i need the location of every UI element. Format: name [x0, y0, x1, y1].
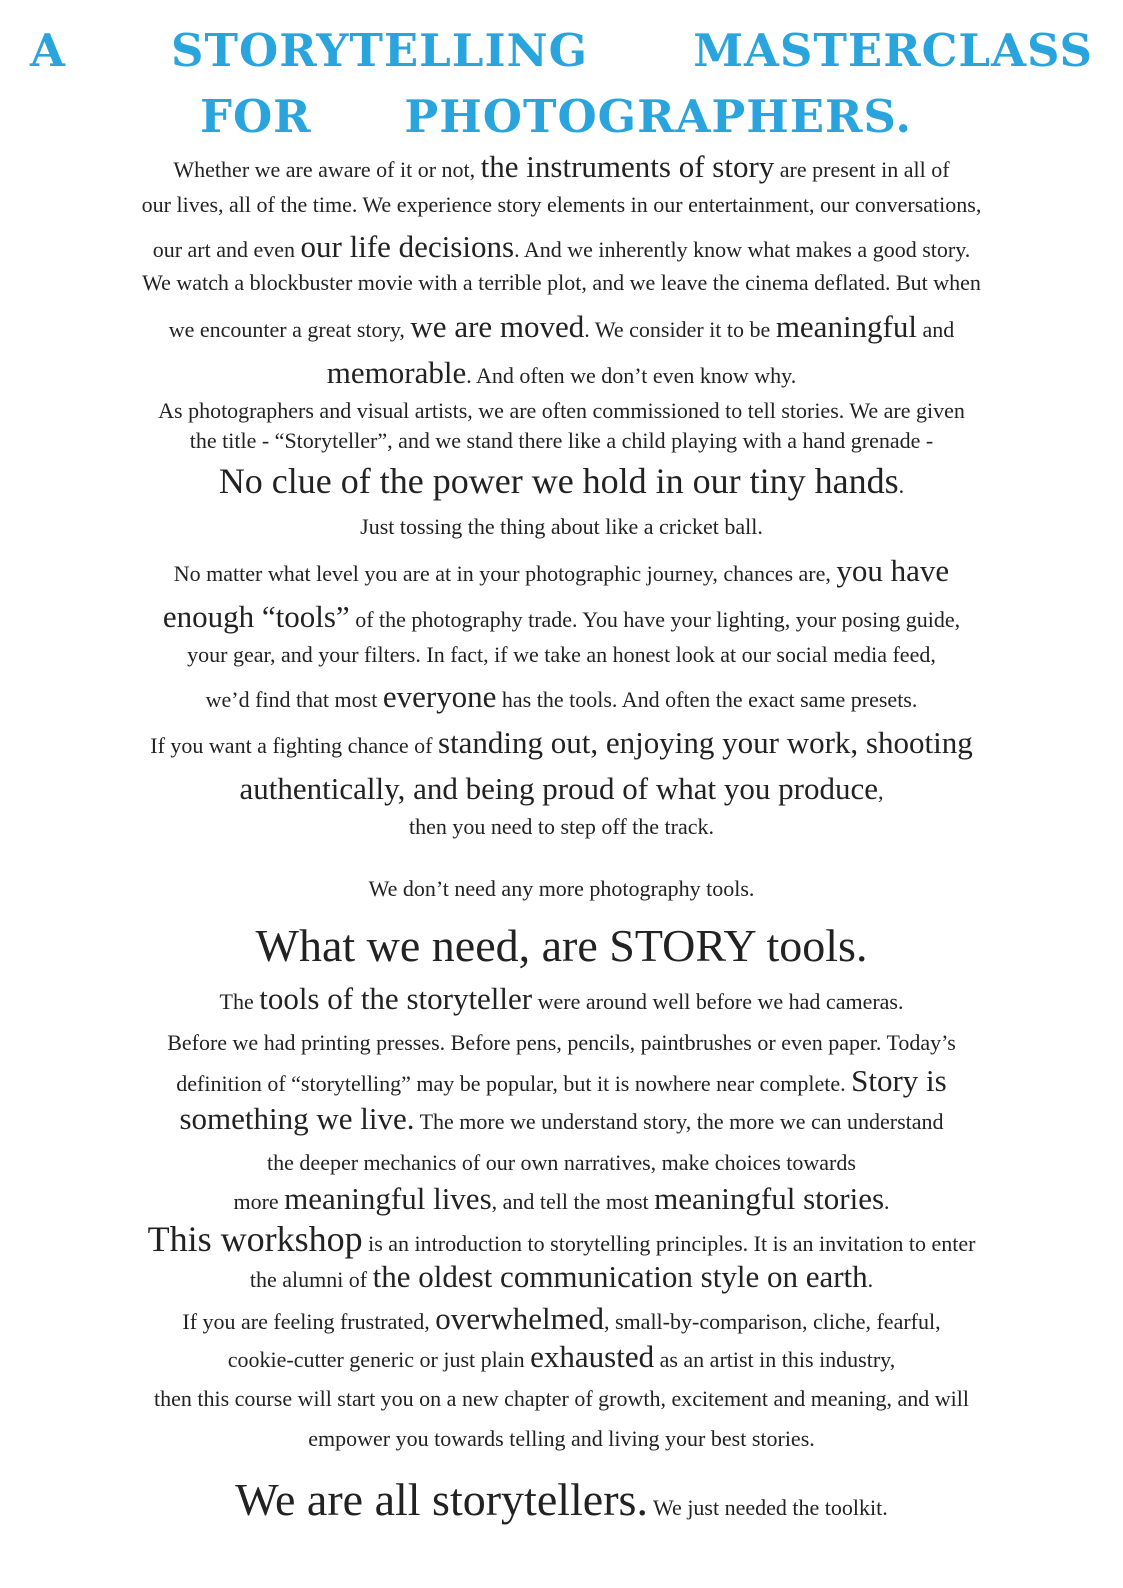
text-run: .: [898, 473, 905, 498]
body-line-26: [20, 1219, 1103, 1259]
body-line-3: [20, 229, 1103, 265]
text-run: are present in all of: [774, 157, 950, 182]
text-run: .: [867, 1267, 874, 1292]
text-run: The: [219, 989, 260, 1014]
text-run: As photographers and visual artists, we are often commissioned to tell stories. We are given: [158, 398, 965, 423]
body-line-25: [20, 1181, 1103, 1217]
emphasis-run: you have: [836, 553, 950, 588]
body-line-14: [20, 679, 1103, 715]
text-run: more: [233, 1189, 285, 1214]
body-line-17: [20, 812, 1103, 842]
body-line-2: [20, 190, 1103, 220]
body-line-13: [20, 640, 1103, 670]
text-run: We watch a blockbuster movie with a terrible plot, and we leave the cinema deflated. But when: [142, 270, 981, 295]
body-line-24: [20, 1148, 1103, 1178]
text-run: If you want a fighting chance of: [150, 733, 438, 758]
text-run: the alumni of: [249, 1267, 373, 1292]
text-run: is an introduction to storytelling principles. It is an invitation to enter: [362, 1231, 976, 1256]
text-run: The more we understand story, the more we can understand: [414, 1109, 944, 1134]
text-run: as an artist in this industry,: [654, 1347, 896, 1372]
emphasis-run: memorable: [326, 355, 467, 390]
text-run: empower you towards telling and living your best stories.: [308, 1426, 815, 1451]
body-line-20: [20, 981, 1103, 1017]
emphasis-run: standing out, enjoying your work, shooting: [438, 725, 973, 760]
text-run: and: [917, 317, 955, 342]
body-line-16: [20, 771, 1103, 807]
text-run: our art and even: [152, 237, 301, 262]
text-run: No matter what level you are at in your photographic journey, chances are,: [173, 561, 837, 586]
text-run: your gear, and your filters. In fact, if we take an honest look at our social media feed,: [187, 642, 936, 667]
text-run: the deeper mechanics of our own narratives, make choices towards: [267, 1150, 856, 1175]
text-run: , small-by-comparison, cliche, fearful,: [604, 1309, 941, 1334]
text-run: Before we had printing presses. Before pens, pencils, paintbrushes or even paper. Today’s: [167, 1030, 956, 1055]
body-line-6: [20, 355, 1103, 391]
text-run: .: [884, 1189, 890, 1214]
text-run: We just needed the toolkit.: [647, 1495, 888, 1520]
emphasis-run: exhausted: [530, 1339, 655, 1374]
text-run: If you are feeling frustrated,: [182, 1309, 436, 1334]
text-run: our lives, all of the time. We experience story elements in our entertainment, our conversations,: [141, 192, 982, 217]
body-line-19: [20, 918, 1103, 982]
emphasis-run: authentically, and being proud of what you produce: [239, 771, 878, 806]
text-run: the title - “Storyteller”, and we stand there like a child playing with a hand grenade -: [189, 428, 934, 453]
text-run: definition of “storytelling” may be popular, but it is nowhere near complete.: [176, 1071, 852, 1096]
emphasis-run: the instruments of story: [480, 149, 775, 184]
body-line-15: [20, 725, 1103, 761]
body-line-31: [20, 1424, 1103, 1454]
emphasis-run: meaningful: [775, 309, 917, 344]
text-run: . And often we don’t even know why.: [466, 363, 797, 388]
body-line-5: [20, 309, 1103, 345]
body-line-11: [20, 553, 1103, 589]
body-line-23: [20, 1101, 1103, 1137]
text-run: we’d find that most: [205, 687, 383, 712]
text-run: , and tell the most: [491, 1189, 655, 1214]
body-line-22: [20, 1063, 1103, 1099]
body-line-1: [20, 149, 1103, 185]
emphasis-run: we are moved: [410, 309, 585, 344]
body-line-28: [20, 1301, 1103, 1337]
body-line-9: [20, 461, 1103, 501]
headline-line-2: FOR PHOTOGRAPHERS.: [200, 90, 912, 143]
text-run: Just tossing the thing about like a cricket ball.: [360, 514, 763, 539]
body-line-4: [20, 268, 1103, 298]
text-run: ,: [877, 779, 884, 804]
text-run: cookie-cutter generic or just plain: [227, 1347, 531, 1372]
text-run: has the tools. And often the exact same presets.: [496, 687, 918, 712]
emphasis-run: the oldest communication style on earth: [372, 1259, 868, 1294]
emphasis-run: Story is: [851, 1063, 947, 1098]
text-run: then this course will start you on a new chapter of growth, excitement and meaning, and will: [154, 1386, 969, 1411]
body-line-10: [20, 512, 1103, 542]
body-line-29: [20, 1339, 1103, 1375]
headline-run: We are all storytellers.: [235, 1474, 648, 1525]
text-run: we encounter a great story,: [168, 317, 411, 342]
text-run: We don’t need any more photography tools.: [368, 876, 755, 901]
body-line-32: [20, 1472, 1103, 1536]
emphasis-run: No clue of the power we hold in our tiny hands: [218, 461, 899, 501]
emphasis-run: something we live.: [179, 1101, 415, 1136]
emphasis-run: our life decisions: [300, 229, 515, 264]
emphasis-run: enough “tools”: [162, 599, 350, 634]
emphasis-run: meaningful stories: [654, 1181, 885, 1216]
body-line-21: [20, 1028, 1103, 1058]
text-run: of the photography trade. You have your lighting, your posing guide,: [349, 607, 961, 632]
emphasis-run: everyone: [382, 679, 497, 714]
text-run: then you need to step off the track.: [408, 814, 715, 839]
body-line-27: [20, 1259, 1103, 1295]
headline-line-1: A STORYTELLING MASTERCLASS: [30, 24, 1093, 77]
emphasis-run: This workshop: [147, 1219, 363, 1259]
body-line-18: [20, 874, 1103, 904]
body-line-7: [20, 396, 1103, 426]
text-run: . We consider it to be: [584, 317, 776, 342]
body-line-8: [20, 426, 1103, 456]
headline-run: What we need, are STORY tools.: [255, 920, 868, 971]
text-run: . And we inherently know what makes a good story.: [514, 237, 971, 262]
body-line-30: [20, 1384, 1103, 1414]
emphasis-run: meaningful lives: [284, 1181, 492, 1216]
emphasis-run: overwhelmed: [435, 1301, 604, 1336]
body-line-12: [20, 599, 1103, 635]
emphasis-run: tools of the storyteller: [259, 981, 533, 1016]
text-run: Whether we are aware of it or not,: [173, 157, 481, 182]
text-run: were around well before we had cameras.: [532, 989, 904, 1014]
